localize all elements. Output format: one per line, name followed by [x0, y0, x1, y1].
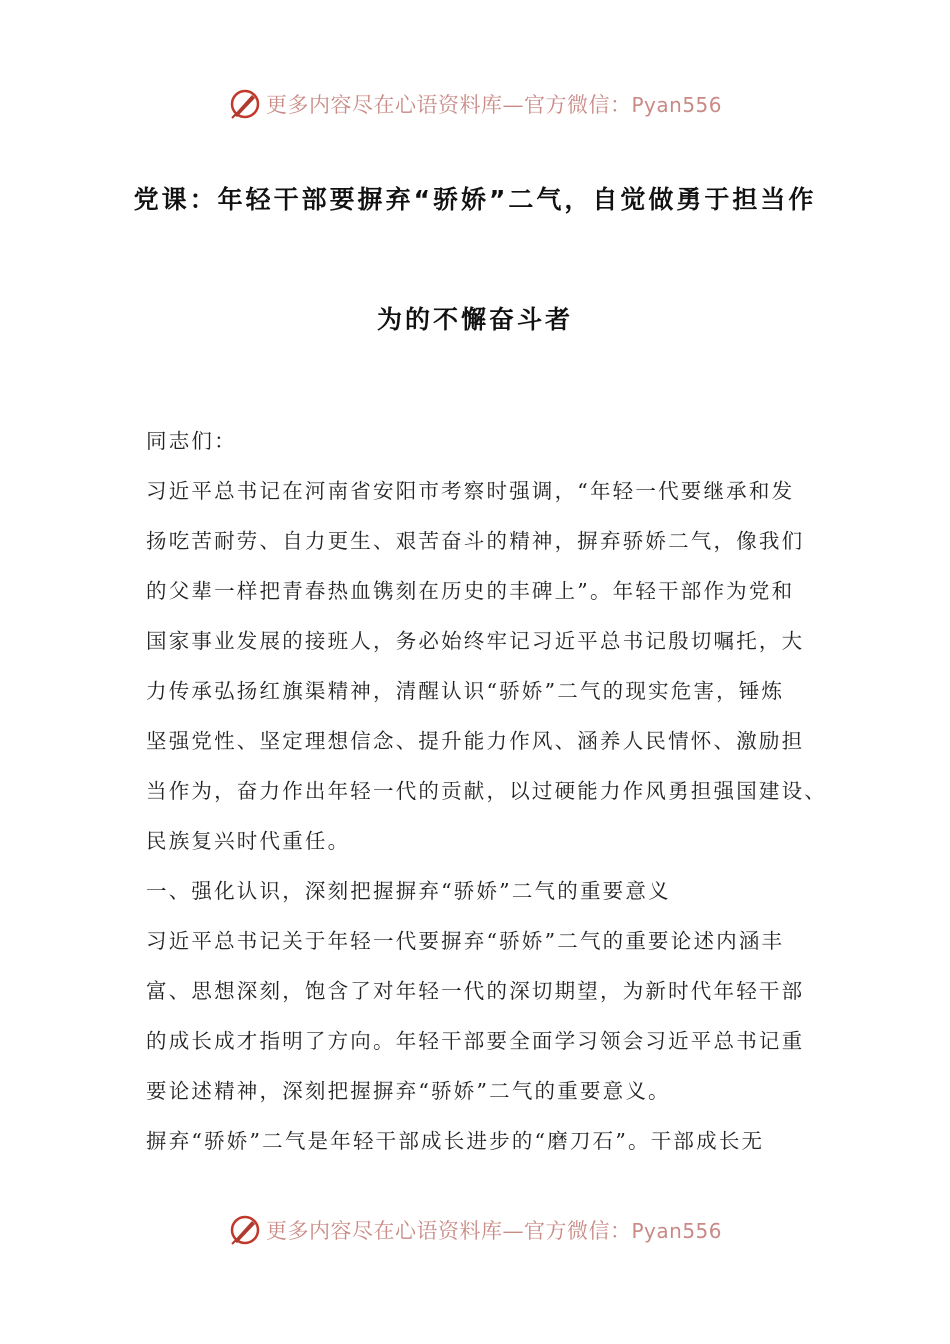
body-line: 同志们： — [146, 429, 237, 453]
document-body — [146, 416, 826, 1166]
watermark-text: 更多内容尽在心语资料库—官方微信：Pyan556 — [265, 1219, 722, 1243]
body-line: 习近平总书记在河南省安阳市考察时强调，“年轻一代要继承和发 — [146, 479, 795, 503]
body-line: 国家事业发展的接班人，务必始终牢记习近平总书记殷切嘱托，大 — [146, 629, 805, 653]
footer-watermark — [0, 1210, 950, 1250]
body-line: 富、思想深刻，饱含了对年轻一代的深切期望，为新时代年轻干部 — [146, 979, 805, 1003]
document-title-line-2: 为的不懈奋斗者 — [376, 305, 573, 334]
body-line: 的成长成才指明了方向。年轻干部要全面学习领会习近平总书记重 — [146, 1029, 805, 1053]
body-line: 民族复兴时代重任。 — [146, 829, 351, 853]
body-line: 当作为，奋力作出年轻一代的贡献，以过硬能力作风勇担强国建设、 — [146, 779, 827, 803]
body-line: 要论述精神，深刻把握摒弃“骄娇”二气的重要意义。 — [146, 1079, 671, 1103]
wechat-id: Pyan556 — [631, 1219, 722, 1243]
section-heading: 一、强化认识，深刻把握摒弃“骄娇”二气的重要意义 — [146, 879, 671, 903]
body-line: 习近平总书记关于年轻一代要摒弃“骄娇”二气的重要论述内涵丰 — [146, 929, 785, 953]
body-line: 扬吃苦耐劳、自力更生、艰苦奋斗的精神，摒弃骄娇二气，像我们 — [146, 529, 805, 553]
body-line: 摒弃“骄娇”二气是年轻干部成长进步的“磨刀石”。干部成长无 — [146, 1129, 765, 1153]
header-watermark — [0, 84, 950, 124]
body-line: 的父辈一样把青春热血镌刻在历史的丰碑上”。年轻干部作为党和 — [146, 579, 795, 603]
body-line: 坚强党性、坚定理想信念、提升能力作风、涵养人民情怀、激励担 — [146, 729, 805, 753]
pen-logo-icon — [228, 1213, 262, 1247]
document-title-line-1: 党课：年轻干部要摒弃“骄娇”二气，自觉做勇于担当作 — [133, 185, 817, 214]
pen-logo-icon — [228, 87, 262, 121]
body-line: 力传承弘扬红旗渠精神，清醒认识“骄娇”二气的现实危害，锤炼 — [146, 679, 785, 703]
wechat-id: Pyan556 — [631, 93, 722, 117]
watermark-text: 更多内容尽在心语资料库—官方微信：Pyan556 — [265, 93, 722, 117]
